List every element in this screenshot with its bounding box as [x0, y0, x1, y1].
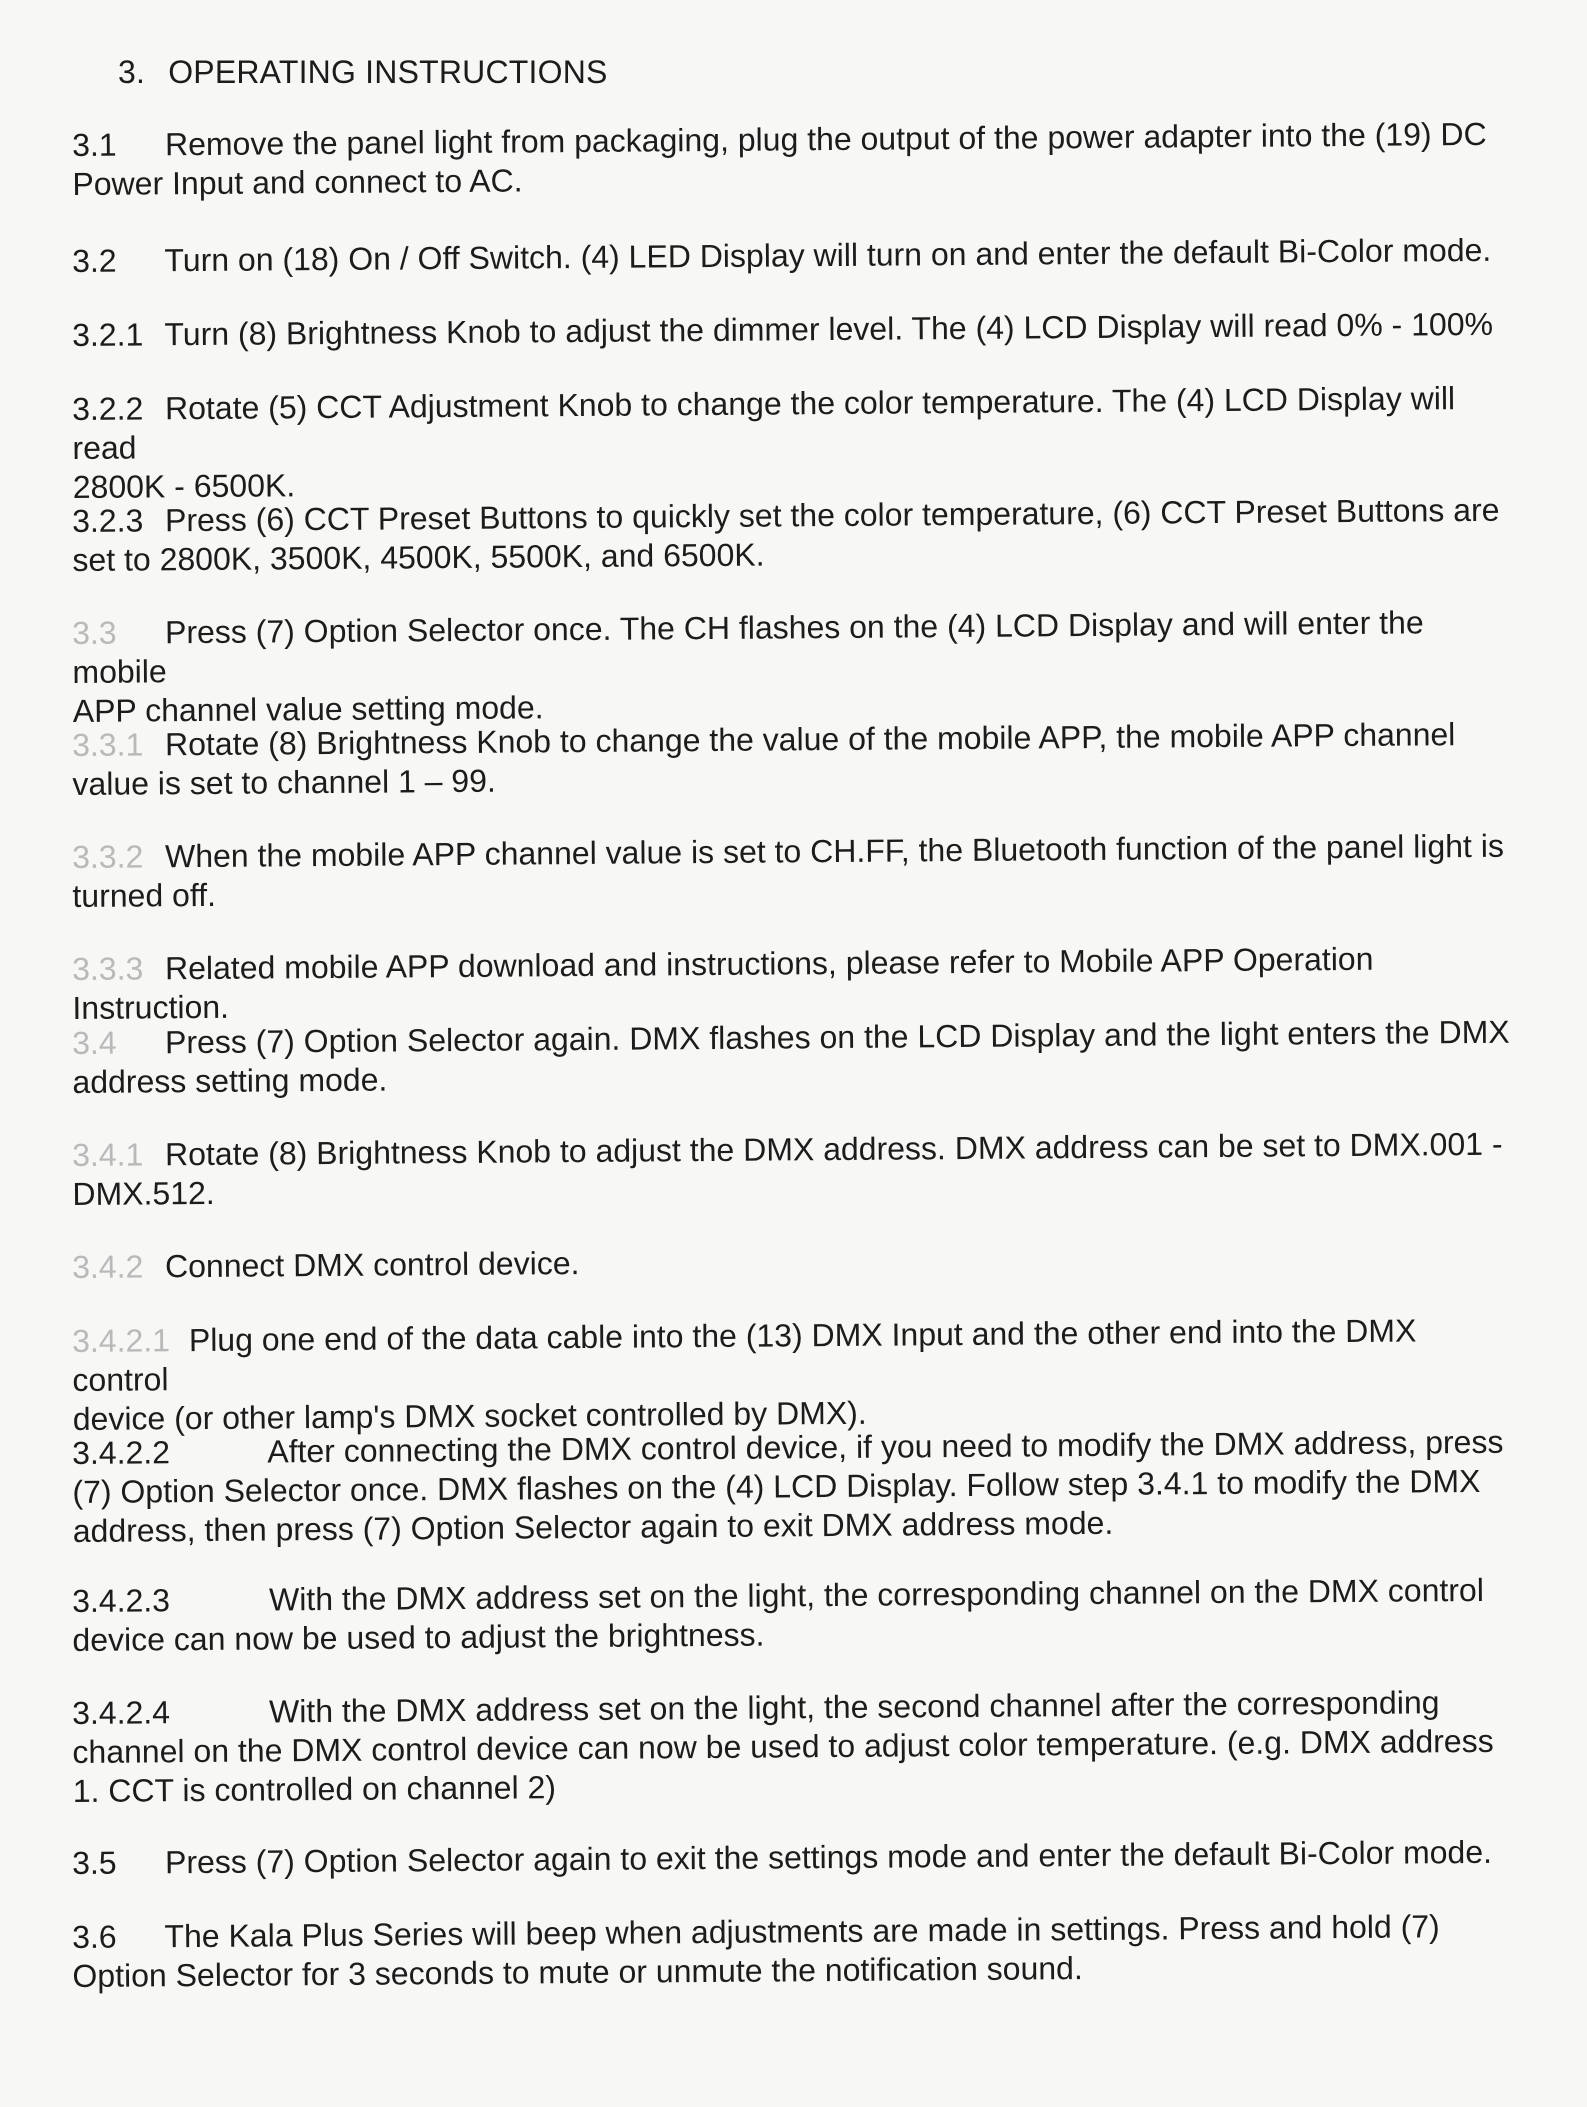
section-heading — [118, 54, 608, 91]
step-text-line: When the mobile APP channel value is set to CH.FF, the Bluetooth function of the panel light is — [164, 827, 1504, 875]
step-3-2 — [72, 231, 1512, 281]
step-text-line: device (or other lamp's DMX socket controlled by DMX). — [72, 1394, 867, 1437]
step-number: 3.2 — [72, 242, 117, 279]
step-3-3-2 — [72, 827, 1513, 916]
step-text-line: Power Input and connect to AC. — [72, 162, 523, 202]
step-3-2-1 — [72, 305, 1512, 355]
step-text-line: turned off. — [72, 876, 217, 914]
step-3-4-2-2 — [72, 1423, 1513, 1551]
step-text-line: Option Selector for 3 seconds to mute or unmute the notification sound. — [72, 1950, 1083, 1994]
step-text-line: The Kala Plus Series will beep when adjustments are made in settings. Press and hold (7) — [164, 1908, 1440, 1955]
step-3-2-3 — [72, 491, 1513, 580]
step-text-line: Press (6) CCT Preset Buttons to quickly set the color temperature, (6) CCT Preset Buttons are — [164, 491, 1500, 539]
step-3-3 — [72, 603, 1513, 731]
step-text-line: DMX.512. — [72, 1174, 215, 1212]
step-text-line: After connecting the DMX control device, if you need to modify the DMX address, press — [267, 1423, 1504, 1470]
step-3-1 — [72, 115, 1513, 204]
step-number: 3.4.2.4 — [72, 1694, 171, 1731]
step-text-line: Press (7) Option Selector once. The CH flashes on the (4) LCD Display and will enter the mobile — [72, 604, 1424, 690]
step-number: 3.6 — [72, 1918, 117, 1955]
step-3-4 — [72, 1013, 1513, 1102]
section-number: 3. — [118, 54, 146, 90]
step-text-line: Remove the panel light from packaging, plug the output of the power adapter into the (19) DC — [164, 115, 1487, 163]
step-text-line: APP channel value setting mode. — [72, 689, 544, 729]
step-text-line: Plug one end of the data cable into the (13) DMX Input and the other end into the DMX control — [72, 1312, 1417, 1398]
step-text-line: channel on the DMX control device can now be used to adjust color temperature. (e.g. DMX address — [72, 1722, 1494, 1770]
step-number: 3.1 — [72, 126, 117, 163]
step-text-line: Rotate (5) CCT Adjustment Knob to change the color temperature. The (4) LCD Display will read — [72, 380, 1456, 466]
step-text-line: Rotate (8) Brightness Knob to change the value of the mobile APP, the mobile APP channel — [164, 716, 1456, 763]
step-text-line: 1. CCT is controlled on channel 2) — [72, 1769, 557, 1809]
step-3-2-2 — [72, 379, 1513, 507]
step-number: 3.3.1 — [72, 726, 144, 763]
step-text-line: Press (7) Option Selector again to exit the settings mode and enter the default Bi-Color mode. — [164, 1833, 1493, 1881]
step-3-4-2 — [72, 1237, 1512, 1287]
step-text-line: value is set to channel 1 – 99. — [72, 762, 496, 802]
step-number: 3.5 — [72, 1844, 117, 1881]
step-number: 3.3.3 — [72, 950, 144, 987]
step-text-line: Turn (8) Brightness Knob to adjust the dimmer level. The (4) LCD Display will read 0% - 100% — [164, 305, 1494, 353]
step-text-line: Press (7) Option Selector again. DMX flashes on the LCD Display and the light enters the DMX — [164, 1013, 1510, 1061]
step-text-line: device can now be used to adjust the brightness. — [72, 1616, 765, 1658]
step-number: 3.4.1 — [72, 1136, 144, 1173]
step-3-4-2-4 — [72, 1683, 1513, 1811]
step-number: 3.4.2 — [72, 1248, 144, 1285]
step-text-line: Related mobile APP download and instructions, please refer to Mobile APP Operation Instruction. — [72, 940, 1374, 1026]
step-3-4-2-1 — [72, 1311, 1513, 1439]
step-text-line: Turn on (18) On / Off Switch. (4) LED Display will turn on and enter the default Bi-Color mode. — [164, 231, 1492, 279]
step-3-4-2-3 — [72, 1571, 1513, 1660]
step-3-4-1 — [72, 1125, 1513, 1214]
step-text-line: (7) Option Selector once. DMX flashes on the (4) LCD Display. Follow step 3.4.1 to modify the DMX — [72, 1462, 1481, 1510]
step-3-3-1 — [72, 715, 1513, 804]
step-text-line: 2800K - 6500K. — [72, 467, 296, 505]
section-title: OPERATING INSTRUCTIONS — [168, 54, 608, 90]
step-3-6 — [72, 1907, 1513, 1996]
step-text-line: set to 2800K, 3500K, 4500K, 5500K, and 6500K. — [72, 536, 765, 578]
step-text-line: With the DMX address set on the light, the corresponding channel on the DMX control — [268, 1571, 1485, 1618]
step-number: 3.3 — [72, 614, 117, 651]
step-number: 3.4.2.3 — [72, 1582, 171, 1619]
step-text-line: With the DMX address set on the light, the second channel after the corresponding — [268, 1684, 1440, 1730]
step-number: 3.2.3 — [72, 502, 144, 539]
step-text-line: address, then press (7) Option Selector again to exit DMX address mode. — [72, 1504, 1114, 1549]
step-number: 3.4.2.1 — [72, 1322, 171, 1359]
step-number: 3.3.2 — [72, 838, 144, 875]
step-3-5 — [72, 1833, 1512, 1883]
step-text-line: Rotate (8) Brightness Knob to adjust the DMX address. DMX address can be set to DMX.001 - — [164, 1125, 1503, 1173]
step-number: 3.4.2.2 — [72, 1434, 171, 1471]
step-text-line: address setting mode. — [72, 1061, 388, 1100]
step-number: 3.2.2 — [72, 390, 144, 427]
step-number: 3.2.1 — [72, 316, 144, 353]
step-text-line: Connect DMX control device. — [164, 1245, 580, 1285]
step-number: 3.4 — [72, 1024, 117, 1061]
